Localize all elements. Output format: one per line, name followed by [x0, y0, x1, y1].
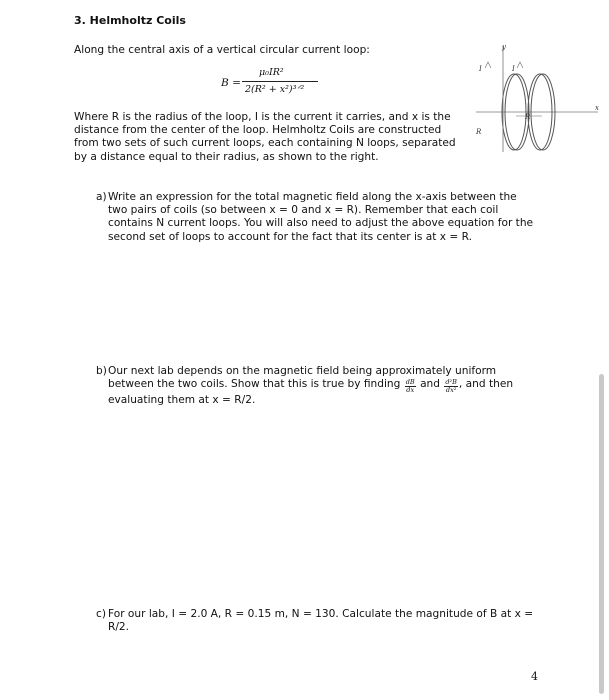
current-arrow-left — [485, 62, 491, 68]
question-b-body — [108, 365, 536, 407]
question-a-letter: a) — [96, 191, 107, 203]
fraction-bar — [242, 81, 318, 82]
radius-label: R — [476, 128, 482, 136]
page-number: 4 — [531, 670, 538, 683]
derivative-second — [444, 379, 458, 394]
derivative-first-num: dB — [405, 378, 415, 387]
question-b-text-2: , and then evaluating them at x = R/2. — [108, 378, 514, 407]
question-a-text: Write an expression for the total magnetic field along the x-axis between the two pairs of coils (so between x = 0 and x = R). Remember that each coil contains N current loops. You will also need to adjust the above equation for the second set of loops to account for the fact that its center is at x = R. — [108, 191, 534, 243]
intro-text: Along the central axis of a vertical circular current loop: — [74, 44, 370, 56]
current-label-left: I — [479, 65, 482, 73]
question-a — [96, 191, 536, 244]
equation-numerator: μ₀IR² — [259, 67, 284, 78]
question-b-text-1: Our next lab depends on the magnetic field being approximately uniform between the two coils. Show that this is true by finding — [108, 365, 497, 391]
where-paragraph: Where R is the radius of the loop, I is the current it carries, and x is the distance from the center of the loop. Helmholtz Coils are constructed from two sets of such current loops, each containing N loops, separated by a distance equal to their radius, as shown to the right. — [74, 111, 456, 163]
current-label-right: I — [512, 65, 515, 73]
section-title: 3. Helmholtz Coils — [74, 14, 186, 27]
equation-lhs: B = — [221, 77, 242, 89]
derivative-first-den: dx — [406, 386, 415, 395]
question-c-text: For our lab, I = 2.0 A, R = 0.15 m, N = 130. Calculate the magnitude of B at x = R/2. — [108, 608, 534, 634]
field-equation — [221, 66, 341, 100]
separation-label: R — [525, 113, 531, 121]
current-arrow-right — [517, 62, 523, 68]
question-c-letter: c) — [96, 608, 106, 620]
helmholtz-coils-diagram — [470, 40, 604, 160]
question-c — [96, 608, 536, 634]
x-axis-label: x — [595, 104, 599, 112]
derivative-second-num: d²B — [445, 378, 457, 387]
derivative-second-den: dx² — [445, 386, 457, 395]
question-b — [96, 365, 536, 407]
question-b-letter: b) — [96, 365, 107, 377]
y-axis-label: y — [502, 43, 506, 51]
question-b-and: and — [420, 378, 440, 391]
equation-denominator: 2(R² + x²)³ᐟ² — [245, 84, 305, 95]
scrollbar[interactable] — [599, 374, 604, 694]
derivative-first — [405, 379, 416, 394]
